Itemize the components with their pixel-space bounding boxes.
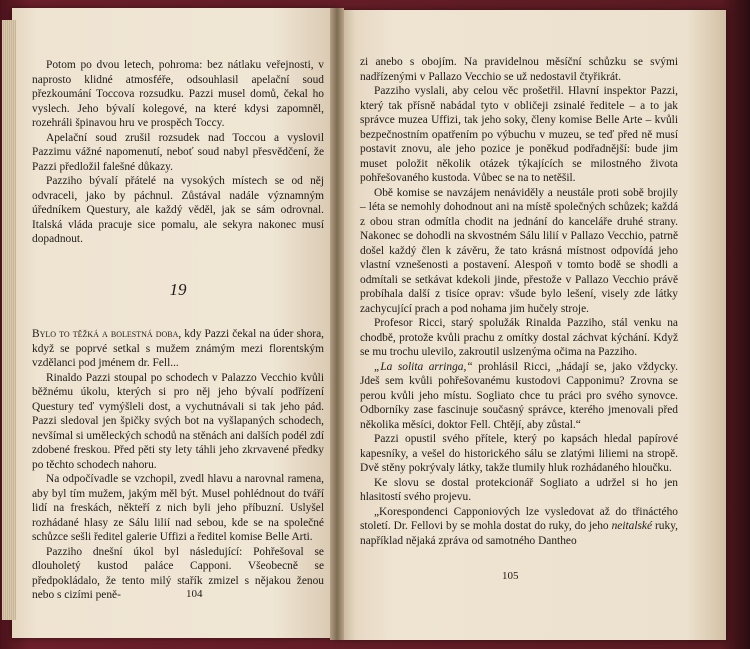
- paragraph: Pazziho vyslali, aby celou věc prošetřil. Hlavní inspektor Pazzi, který tak přísně nabádal tyto v obličeji zsinalé ředitele – a to jak správce muzea Uffizi, tak jeho soky, členy komise Belle Arte – kvůli bezpečnostním opatřením po výbuchu v muzeu, se teď před ně musí postavit znovu, ale jeho pozice je poněkud podřadnější: bude jim muset položit několik otázek týkajících se milostného života pohřešovaného kustoda. Vůbec se na to netěšil.: [360, 85, 678, 184]
- page-number: 105: [502, 570, 519, 582]
- paragraph: Pazziho bývalí přátelé na vysokých místech se od něj odvraceli, jako by páchnul. Zůstával nadále významným úředníkem Questury, ale každý věděl, jak se sám odrovnal. Italská vláda pracuje sice pomalu, ale sekyra nakonec musí dopadnout.: [32, 175, 324, 245]
- paragraph-text: prohlásil Ricci, „hádají se, jako vždycky. Jdeš sem kvůli pohřešovanému kustodovi Capponimu? Zrovna se perou kvůli jeho místu. Sogliato chce tu práci pro svého synovce. Odborníky zase fascinuje současný správce, kterého jmenovali před několika měsíci, doktor Fell. Chtějí, aby zůstal.“: [360, 360, 678, 431]
- paragraph: Na odpočívadle se vzchopil, zvedl hlavu a narovnal ramena, aby byl tím mužem, jakým měl být. Musel pohlédnout do tváří lidí na freskách, někteří z nich byli jeho příbuzní. Uslyšel rozhádané hlasy ze Sálu lilií nad sebou, kde se na společné schůzce sešli ředitel galerie Uffizi a ředitel komise Belle Arti.: [32, 473, 324, 543]
- opening-small-caps: Bylo to těžká a bolestná doba,: [32, 328, 182, 340]
- right-text-column: [360, 55, 678, 548]
- left-page: [12, 8, 336, 638]
- paragraph: [360, 505, 678, 549]
- paragraph: zi anebo s obojím. Na pravidelnou měsíční schůzku se svými nadřízenými v Pallazo Vecchio se už nedostavil čtyřikrát.: [360, 56, 678, 83]
- chapter-number: 19: [169, 279, 187, 299]
- paragraph: [360, 360, 678, 433]
- paragraph-text: „Korespondenci Capponiových lze vysledovat až do třináctého století. Dr. Fellovi by se mohla dostat do ruky, do jeho: [360, 505, 678, 532]
- paragraph: Obě komise se navzájem nenáviděly a neustále proti sobě brojily – léta se nemohly dohodnout ani na místě společných schůzek; každá z obou stran odmítla chodit na jednání do kanceláře druhé strany. Nakonec se dohodli na skvostném Sálu lilií v Pallazo Vecchio, patrně došel každý člen k závěru, že tato krásná místnost odpovídá jeho vlastní vznešenosti a postavení. Alespoň v tomto bodě se shodli a odmítali se setkávat kdekoli jinde, přestože v Pallazo Vecchio právě probíhala další z tisíce oprav: všude bylo lešení, visely zde látky zachycující prach a pod nohama jim hučely stroje.: [360, 186, 678, 315]
- paragraph-text: kdy Pazzi čekal na úder shora, když se poprvé setkal s mužem známým mezi florentským vzdělanci pod jménem dr. Fell...: [32, 328, 324, 369]
- paragraph: Ke slovu se dostal protekcionář Sogliato a udržel si ho jen hlasitostí svého projevu.: [360, 476, 678, 503]
- italic-word: neitalské: [611, 520, 653, 532]
- paragraph-text: ruky, například nějaká zpráva od samotného Dantheo: [360, 520, 678, 547]
- paragraph: Pazziho dnešní úkol byl následující: Pohřešoval se dlouholetý kustod paláce Capponi. Všeobecně se předpokládalo, že tento milý stařík zmizel s nějakou ženou nebo s cizími peně-: [32, 545, 324, 601]
- italic-phrase: „La solita arringa,“: [374, 360, 473, 373]
- page-edges: [2, 20, 16, 620]
- paragraph: Potom po dvou letech, pohroma: bez nátlaku veřejnosti, v naprosto klidné atmosféře, odsouhlasil apelační soud přezkoumání Toccova rozsudku. Pazzi musel domů, čekal ho vyslech. Jeho bývalí kolegové, na které kdysi zapomněl, rozehráli špinavou hru ve prospěch Toccy.: [32, 59, 324, 129]
- paragraph: Profesor Ricci, starý spolužák Rinalda Pazziho, stál venku na chodbě, protože kvůli prachu z omítky dostal záchvat kýchání. Když se mu trochu ulevilo, zakroutil uslzenýma očima na Pazziho.: [360, 317, 678, 358]
- paragraph: Rinaldo Pazzi stoupal po schodech v Palazzo Vecchio kvůli běžnému úkolu, kterých si pro něj jeho bývalí podřízení Questury teď vymýšleli dost, a vychutnávali si tak jeho pád. Pazzi sledoval jen špičky svých bot na vyšlapaných schodech, nevšímal si uměleckých schodů na stěnách ani dalších podél zdí zdobené freskou. Před pěti sty lety táhli jeho zkrvavené předky po těchto schodech nahoru.: [32, 371, 324, 471]
- paragraph: Apelační soud zrušil rozsudek nad Toccou a vyslovil Pazzimu vážné napomenutí, neboť soud nabyl přesvědčení, že Pazzi předložil falešné důkazy.: [32, 131, 324, 173]
- paragraph: [32, 327, 324, 371]
- left-text-column: [32, 58, 324, 603]
- book-gutter: [330, 8, 344, 640]
- paragraph: Pazzi opustil svého přítele, který po kapsách hledal papírové kapesníky, a vešel do historického sálu se zlatými liliemi na stropě. Dvě stěny pokrývaly látky, takže tlumily hluk rozhádaného hloučku.: [360, 433, 678, 474]
- right-page: [336, 10, 726, 640]
- page-number: 104: [186, 588, 203, 600]
